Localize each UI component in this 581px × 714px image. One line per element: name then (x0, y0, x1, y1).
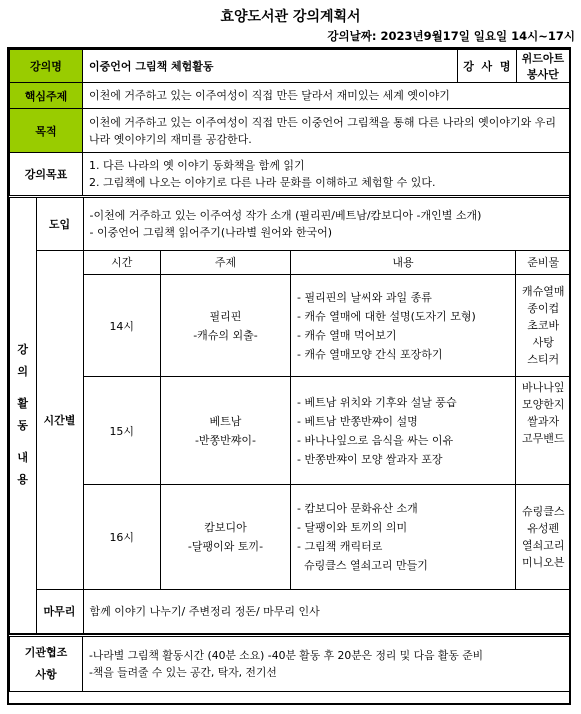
goal-label: 강의목표 (10, 153, 83, 197)
intro-label: 도입 (36, 198, 83, 250)
timeline-header-time: 시간 (84, 251, 161, 275)
supply-item: 유성펜 (527, 521, 560, 535)
lecture-date: 강의날짜: 2023년9월17일 일요일 14시~17시 (327, 29, 575, 43)
goal-list (83, 153, 570, 197)
table-row (84, 485, 571, 589)
content-line: - 베트남 위치와 기후와 설날 풍습 (297, 395, 457, 409)
theme-label: 핵심주제 (10, 83, 83, 109)
closing-value: 함께 이야기 나누기/ 주변정리 정돈/ 마무리 인사 (83, 589, 570, 633)
lecture-plan-frame (7, 47, 571, 705)
instructor-value: 위드아트봉사단 (521, 52, 565, 81)
content-line: - 캐슈 열매모양 간식 포장하기 (297, 347, 443, 361)
supply-item: 스티커 (527, 353, 560, 366)
row-time: 14시 (84, 275, 161, 377)
timeline-header-content: 내용 (291, 251, 516, 275)
lecture-name-value: 이중언어 그림책 체험활동 (83, 50, 458, 83)
instructor-label: 강 사 명 (458, 50, 516, 82)
cooperation-label-line: 사항 (35, 667, 57, 681)
supply-item: 미니오븐 (521, 555, 565, 569)
row-topic (161, 377, 291, 485)
topic-country: 캄보디아 (204, 520, 247, 534)
goal-item: 2. 그림책에 나오는 이야기로 다른 나라 문화를 이해하고 체험할 수 있다. (89, 176, 436, 189)
row-time: 15시 (84, 377, 161, 485)
row-content (291, 377, 516, 485)
cooperation-label (10, 635, 83, 691)
supply-item: 초코바 (527, 319, 560, 332)
row-topic (161, 275, 291, 377)
content-line: 슈링클스 열쇠고리 만들기 (297, 558, 428, 572)
row-supplies (516, 377, 571, 485)
intro-line: -이천에 거주하고 있는 이주여성 작가 소개 (필리핀/베트남/캄보디아 -개인별 소개) (89, 208, 482, 222)
timeline-table (84, 251, 571, 589)
cooperation-line: -책을 들려줄 수 있는 공간, 탁자, 전기선 (89, 665, 277, 679)
supply-item: 쌀과자 (527, 415, 560, 428)
row-topic (161, 485, 291, 589)
activity-label-char: 용 (17, 473, 29, 487)
row-supplies (516, 275, 571, 377)
content-line: - 캐슈 열매에 대한 설명(도자기 모형) (297, 309, 476, 323)
content-line: - 베트남 반쫑반쨔이 설명 (297, 414, 418, 428)
topic-story: -달팽이와 토끼- (187, 539, 264, 553)
activity-label-char: 동 (17, 419, 29, 433)
supply-item: 열쇠고리 (521, 538, 565, 552)
activity-label-char: 강 (17, 343, 29, 357)
topic-country: 베트남 (209, 414, 242, 428)
timeline-label: 시간별 (36, 250, 83, 589)
activity-label-char: 내 (17, 451, 29, 465)
intro-line: - 이중언어 그림책 읽어주기(나라별 원어와 한국어) (89, 225, 333, 239)
supply-item: 모양한지 (521, 398, 565, 411)
lecture-name-label: 강의명 (10, 50, 83, 83)
activity-label-char: 의 (17, 365, 29, 379)
document-title: 효양도서관 강의계획서 (220, 9, 361, 25)
content-line: - 캄보디아 문화유산 소개 (297, 501, 418, 515)
cooperation-label-line: 기관협조 (24, 645, 68, 659)
purpose-value: 이천에 거주하고 있는 이주여성이 직접 만든 이중언어 그림책을 통해 다른 나라의 옛이야기와 우리나라 옛이야기의 재미를 공감한다. (83, 109, 570, 153)
supply-item: 사탕 (532, 336, 554, 349)
table-row (84, 377, 571, 485)
topic-story: -반쫑반쨔이- (194, 433, 257, 447)
content-line: - 반쫑반쨔이 모양 쌀과자 포장 (297, 452, 443, 466)
content-line: - 바나나잎으로 음식을 싸는 이유 (297, 433, 454, 447)
activity-table (10, 198, 570, 634)
purpose-label: 목적 (10, 109, 83, 153)
row-time: 16시 (84, 485, 161, 589)
row-content (291, 275, 516, 377)
topic-story: -캐슈의 외출- (193, 328, 258, 342)
intro-content (83, 198, 570, 250)
activity-label-char: 활 (17, 397, 29, 411)
content-line: - 달팽이와 토끼의 의미 (297, 520, 408, 534)
supply-item: 종이컵 (527, 302, 560, 315)
supply-item: 고무밴드 (521, 432, 565, 445)
timeline-header-supplies: 준비물 (516, 251, 571, 275)
activity-section-label (10, 198, 36, 633)
topic-country: 필리핀 (209, 309, 242, 323)
theme-value: 이천에 거주하고 있는 이주여성이 직접 만든 달라서 재미있는 세계 옛이야기 (83, 83, 570, 109)
content-line: - 그림책 캐릭터로 (297, 539, 383, 553)
supply-item: 바나나잎 (521, 381, 565, 394)
cooperation-content (83, 635, 570, 691)
table-row (84, 275, 571, 377)
goal-item: 1. 다른 나라의 옛 이야기 동화책을 함께 읽기 (89, 159, 305, 172)
lecture-plan-table (9, 49, 570, 692)
row-supplies (516, 485, 571, 589)
content-line: - 캐슈 열매 먹어보기 (297, 328, 397, 342)
closing-label: 마무리 (36, 589, 83, 633)
timeline-header-topic: 주제 (161, 251, 291, 275)
row-content (291, 485, 516, 589)
supply-item: 캐슈열매 (521, 285, 565, 298)
cooperation-line: -나라별 그림책 활동시간 (40분 소요) -40분 활동 후 20분은 정리 및 다음 활동 준비 (89, 648, 484, 662)
supply-item: 슈링클스 (521, 504, 565, 518)
content-line: - 필리핀의 날씨와 과일 종류 (297, 290, 432, 304)
